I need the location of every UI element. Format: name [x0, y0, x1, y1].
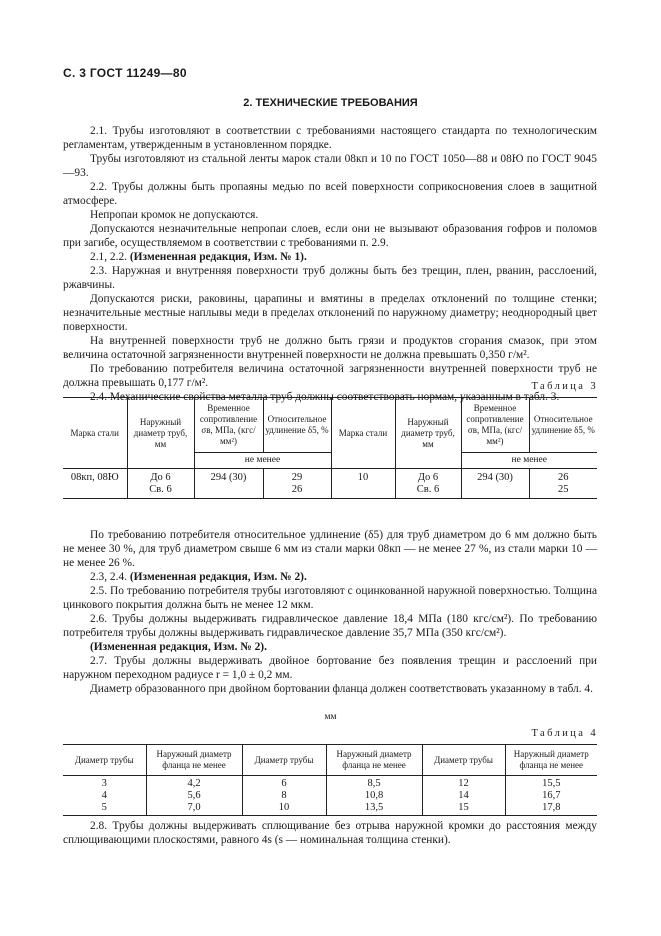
- text-block-3: [63, 819, 597, 847]
- paragraph: Непропаи кромок не допускаются.: [90, 209, 259, 221]
- amendment-note: [63, 250, 597, 264]
- amendment-text: (Измененная редакция, Изм. № 2).: [129, 571, 307, 583]
- amendment-ref: 2.3, 2.4.: [90, 571, 130, 583]
- page-header: С. 3 ГОСТ 11249—80: [63, 66, 187, 80]
- cell-diameter: Св. 6: [127, 484, 194, 499]
- paragraph: Диаметр образованного при двойном бортовании фланца должен соответствовать указанному в табл. 4.: [90, 683, 593, 695]
- paragraph: 2.5. По требованию потребителя трубы изготовляют с оцинкованной наружной поверхностью. Толщина цинкового покрытия должна быть не менее 12 мкм.: [63, 585, 597, 611]
- table-cell: 16,7: [505, 790, 597, 802]
- table-cell: 10,8: [326, 790, 422, 802]
- header-not-less: не менее: [461, 453, 597, 469]
- paragraph: 2.3. Наружная и внутренняя поверхности труб должны быть без трещин, плен, рванин, расслоений, ржавчины.: [63, 265, 597, 291]
- paragraph: 2.8. Трубы должны выдерживать сплющивание без отрыва наружной кромки до расстояния между сплющивающими плоскостями, равного 4s (s — номинальная толщина стенки).: [63, 820, 597, 846]
- header-outer-diameter: Наружный диаметр труб, мм: [127, 398, 194, 469]
- table-4: [63, 744, 597, 816]
- paragraph: По требованию потребителя относительное удлинение (δ5) для труб диаметром до 6 мм должно быть не менее 30 %, для труб диаметром свыше 6 мм из стали марки 08кп — не менее 27 %, из стали марки 10 — не менее 26 %.: [63, 529, 597, 569]
- table-cell: 8: [242, 790, 326, 802]
- amendment-text: (Измененная редакция, Изм. № 1).: [129, 251, 307, 263]
- cell-strength: 294 (30): [461, 469, 529, 485]
- header-flange-diameter: Наружный диаметр фланца не менее: [326, 745, 422, 776]
- header-tube-diameter: Диаметр трубы: [63, 745, 146, 776]
- header-steel-grade: Марка стали: [63, 398, 127, 469]
- paragraph: 2.2. Трубы должны быть пропаяны медью по всей поверхности соприкосновения слоев в защитной атмосфере.: [63, 181, 597, 207]
- cell-elongation: 29: [263, 469, 331, 485]
- cell-grade: [63, 484, 127, 499]
- text-block-1: [63, 124, 597, 404]
- cell-strength: [194, 484, 263, 499]
- cell-diameter: До 6: [395, 469, 461, 485]
- table-cell: 8,5: [326, 776, 422, 791]
- paragraph: Допускаются незначительные непропаи слоев, если они не вызывают образования гофров и поломов при загибе, осуществляемом в соответствии с требованиями п. 2.9.: [63, 223, 597, 249]
- cell-elongation: 25: [529, 484, 597, 499]
- table-cell: 10: [242, 802, 326, 816]
- header-flange-diameter: Наружный диаметр фланца не менее: [146, 745, 242, 776]
- cell-grade: 10: [331, 469, 395, 485]
- table-3: [63, 397, 597, 499]
- header-tensile-strength: Временное сопротивление σв, МПа, (кгс/мм²): [461, 398, 529, 453]
- table-cell: 12: [422, 776, 505, 791]
- table-cell: 5,6: [146, 790, 242, 802]
- text-block-2: [63, 528, 597, 696]
- header-flange-diameter: Наружный диаметр фланца не менее: [505, 745, 597, 776]
- amendment-ref: 2.1, 2.2.: [90, 251, 130, 263]
- table-cell: 4: [101, 790, 107, 801]
- table-cell: 15,5: [505, 776, 597, 791]
- paragraph: 2.4. Механические свойства металла труб должны соответствовать нормам, указанным в табл. 3.: [90, 391, 560, 403]
- amendment-note: (Измененная редакция, Изм. № 2).: [90, 641, 267, 653]
- table-cell: 7,0: [146, 802, 242, 816]
- header-elongation: Относительное удлинение δ5, %: [263, 398, 331, 453]
- table-cell: 14: [422, 790, 505, 802]
- header-not-less: не менее: [194, 453, 331, 469]
- table-cell: 3: [101, 778, 107, 789]
- table-cell: 4,2: [146, 776, 242, 791]
- table-cell: 17,8: [505, 802, 597, 816]
- paragraph: По требованию потребителя величина остаточной загрязненности внутренней поверхности труб не должна превышать 0,177 г/м².: [63, 363, 597, 389]
- table-3-caption: Таблица 3: [531, 381, 598, 392]
- cell-grade: [331, 484, 395, 499]
- table-4-unit: мм: [324, 712, 337, 722]
- paragraph: Допускаются риски, раковины, царапины и вмятины в пределах отклонений по толщине стенки; незначительные местные наплывы меди в пределах отклонений по наружному диаметру; неоднородный цвет поверхности.: [63, 293, 597, 333]
- paragraph: 2.6. Трубы должны выдерживать гидравлическое давление 18,4 МПа (180 кгс/см²). По требованию потребителя трубы должны выдерживать гидравлическое давление 35,7 МПа (350 кгс/см²).: [63, 613, 597, 639]
- table-cell: 13,5: [326, 802, 422, 816]
- amendment-note: [63, 570, 597, 584]
- header-outer-diameter: Наружный диаметр труб, мм: [395, 398, 461, 469]
- header-tensile-strength: Временное сопротивление σв, МПа, (кгс/мм²): [194, 398, 263, 453]
- header-steel-grade: Марка стали: [331, 398, 395, 469]
- cell-elongation: 26: [263, 484, 331, 499]
- header-elongation: Относительное удлинение δ5, %: [529, 398, 597, 453]
- table-cell: 5: [63, 802, 146, 816]
- paragraph: 2.1. Трубы изготовляют в соответствии с требованиями настоящего стандарта по технологическим регламентам, утвержденным в установленном порядке.: [63, 125, 597, 151]
- cell-elongation: 26: [529, 469, 597, 485]
- table-cell: 6: [242, 776, 326, 791]
- paragraph: Трубы изготовляют из стальной ленты марок стали 08кп и 10 по ГОСТ 1050—88 и 08Ю по ГОСТ 9045—93.: [63, 153, 597, 179]
- section-title: 2. ТЕХНИЧЕСКИЕ ТРЕБОВАНИЯ: [243, 97, 418, 109]
- header-tube-diameter: Диаметр трубы: [242, 745, 326, 776]
- cell-strength: [461, 484, 529, 499]
- cell-diameter: До 6: [127, 469, 194, 485]
- table-4-caption: Таблица 4: [531, 728, 598, 739]
- cell-grade: 08кп, 08Ю: [70, 472, 119, 483]
- paragraph: 2.7. Трубы должны выдерживать двойное бортование без появления трещин и расслоений при наружном переходном радиусе r = 1,0 ± 0,2 мм.: [63, 655, 597, 681]
- paragraph: На внутренней поверхности труб не должно быть грязи и продуктов сгорания смазок, при этом величина остаточной загрязненности внутренней поверхности не должна превышать 0,350 г/м².: [63, 335, 597, 361]
- cell-diameter: Св. 6: [395, 484, 461, 499]
- table-cell: 15: [422, 802, 505, 816]
- cell-strength: 294 (30): [194, 469, 263, 485]
- header-tube-diameter: Диаметр трубы: [422, 745, 505, 776]
